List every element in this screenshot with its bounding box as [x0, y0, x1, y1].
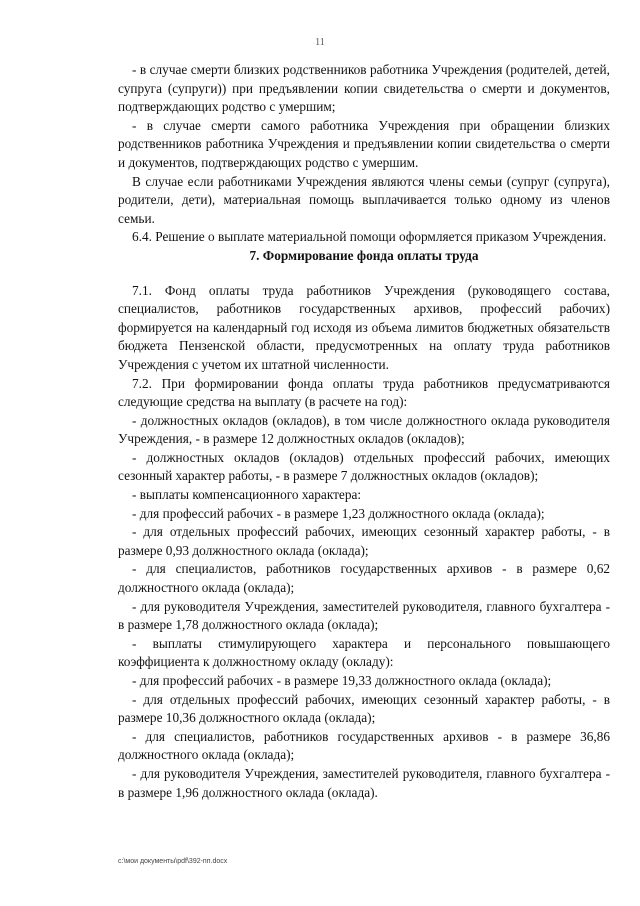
paragraph: 6.4. Решение о выплате материальной помощи оформляется приказом Учреждения. [132, 229, 607, 245]
list-item: - выплаты компенсационного характера: [132, 487, 362, 503]
list-item: - для отдельных профессий рабочих, имеющих сезонный характер работы, - в размере 0,93 должностного оклада (оклада); [118, 524, 610, 558]
list-item: - должностных окладов (окладов) отдельных профессий рабочих, имеющих сезонный характер работы, - в размере 7 должностных окладов (окладов); [118, 449, 610, 484]
paragraph: - в случае смерти самого работника Учреждения при обращении близких родственников работника Учреждения и предъявлении копии свидетельства о смерти и документов, подтверждающих родство с умершим. [118, 117, 610, 170]
page-number: 11 [315, 37, 325, 48]
list-item: - выплаты стимулирующего характера и персонального повышающего коэффициента к должностному окладу (окладу): [118, 635, 610, 670]
file-path-footer: c:\мои документы\pdf\392-пп.docx [118, 858, 228, 865]
list-item: - для отдельных профессий рабочих, имеющих сезонный характер работы, - в размере 10,36 должностного оклада (оклада); [118, 691, 610, 726]
paragraph: 7.2. При формировании фонда оплаты труда работников предусматриваются следующие средства на выплату (в расчете на год): [118, 375, 610, 410]
paragraph: В случае если работниками Учреждения являются члены семьи (супруг (супруга), родители, дети), материальная помощь выплачивается только одному из членов семьи. [118, 173, 610, 226]
list-item: - для профессий рабочих - в размере 1,23 должностного оклада (оклада); [132, 505, 545, 521]
list-item: - для руководителя Учреждения, заместителей руководителя, главного бухгалтера - в размере 1,96 должностного оклада (оклада). [118, 765, 610, 800]
document-body [118, 61, 610, 802]
list-item: - для специалистов, работников государственных архивов - в размере 0,62 должностного оклада (оклада); [118, 561, 610, 596]
list-item: - для профессий рабочих - в размере 19,33 должностного оклада (оклада); [132, 673, 552, 688]
list-item: - для руководителя Учреждения, заместителей руководителя, главного бухгалтера - в размере 1,78 должностного оклада (оклада); [118, 598, 610, 633]
section-heading: 7. Формирование фонда оплаты труда [249, 247, 479, 263]
paragraph: 7.1. Фонд оплаты труда работников Учреждения (руководящего состава, специалистов, работников государственных архивов, профессий рабочих) формируется на календарный год исходя из объема лимитов бюджетных обязательств бюджета Пензенской области, предусмотренных на оплату труда работников Учреждения с учетом их штатной численности. [118, 282, 610, 372]
list-item: - для специалистов, работников государственных архивов - в размере 36,86 должностного оклада (оклада); [118, 728, 610, 763]
list-item: - должностных окладов (окладов), в том числе должностного оклада руководителя Учреждения, - в размере 12 должностных окладов (окладов); [118, 412, 610, 447]
paragraph: - в случае смерти близких родственников работника Учреждения (родителей, детей, супруга (супруги)) при предъявлении копии свидетельства о смерти и документов, подтверждающих родство с умершим; [118, 62, 610, 115]
